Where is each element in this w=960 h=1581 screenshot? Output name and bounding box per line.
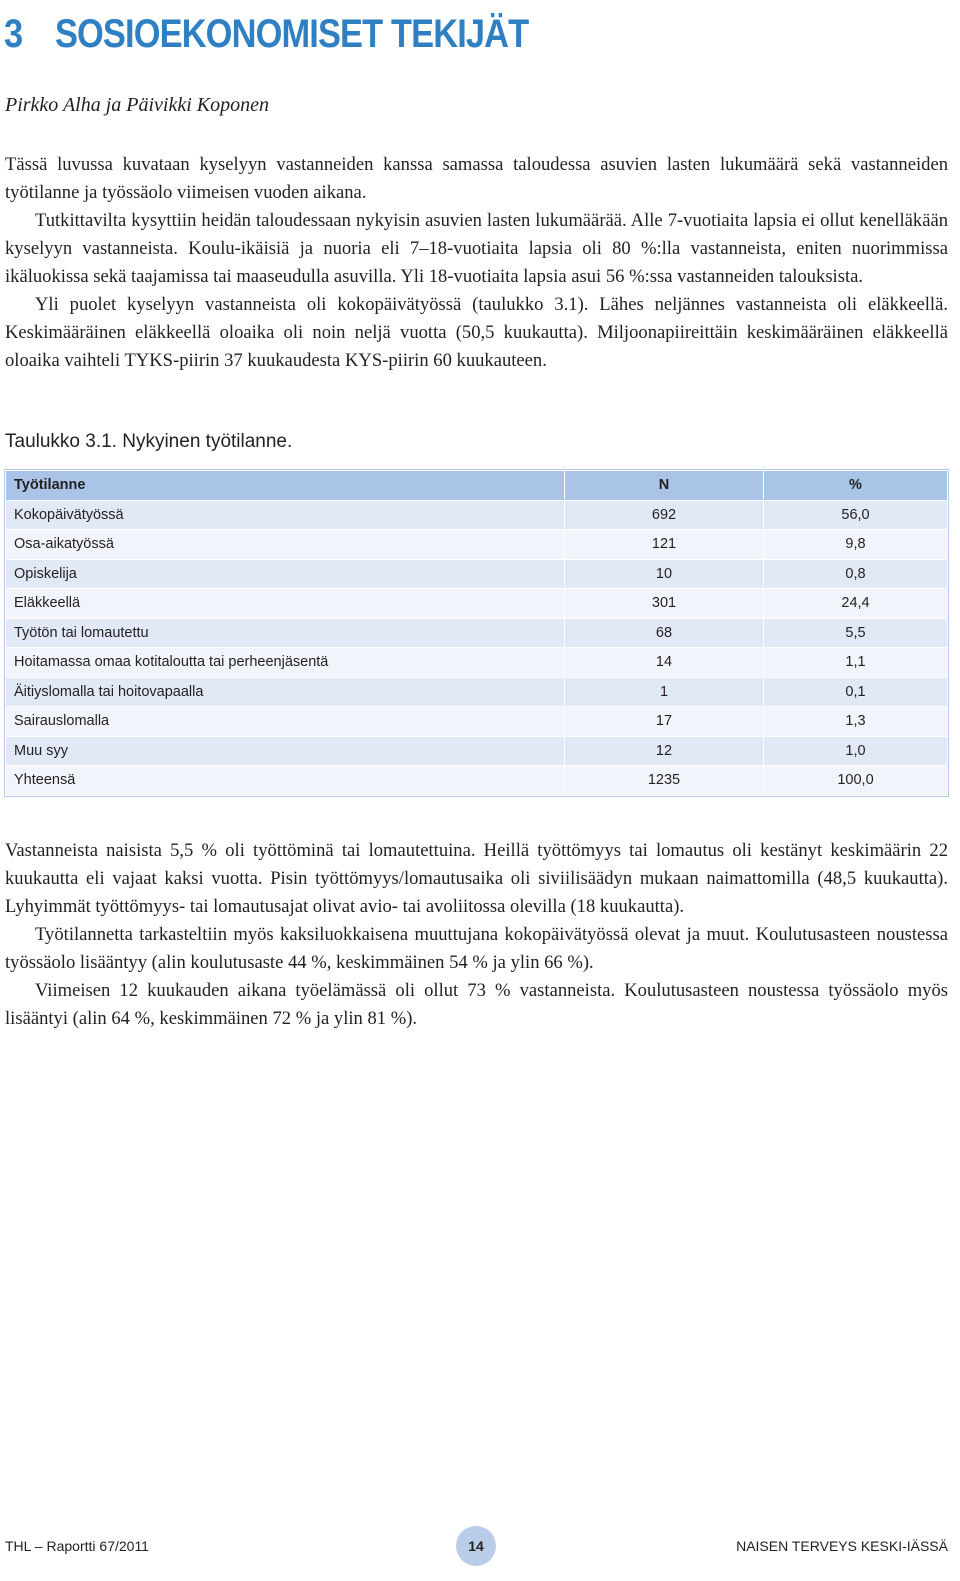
cell-status: Yhteensä (6, 766, 565, 796)
footer-report-id: THL – Raportti 67/2011 (5, 1538, 149, 1554)
paragraph: Yli puolet kyselyyn vastanneista oli kokopäivätyössä (taulukko 3.1). Lähes neljännes vastanneista oli eläkkeellä. Keskimääräinen eläkkeellä oloaika oli noin neljä vuotta (50,5 kuukautta). Miljoonapiireittäin keskimääräinen eläkkeellä oloaika vaihteli TYKS-piirin 37 kuukaudesta KYS-piirin 60 kuukauteen. (5, 294, 948, 371)
paragraph: Tutkittavilta kysyttiin heidän taloudessaan nykyisin asuvien lasten lukumäärää. Alle 7-vuotiaita lapsia ei ollut kenelläkään kyselyyn vastanneista. Koulu-ikäisiä ja nuoria eli 7–18-vuotiaita lapsia oli 80 %:lla vastanneista, eniten nuorimmissa ikäluokissa sekä taajamissa tai maaseudulla asuvilla. Yli 18-vuotiaita lapsia asui 56 %:ssa vastanneiden talouksista. (5, 210, 948, 287)
cell-percent: 9,8 (764, 530, 948, 560)
cell-status: Osa-aikatyössä (6, 530, 565, 560)
table-row (6, 677, 948, 707)
cell-n: 68 (565, 618, 764, 648)
paragraph: Työtilannetta tarkasteltiin myös kaksiluokkaisena muuttujana kokopäivätyössä olevat ja muut. Koulutusasteen noustessa työssäolo lisääntyy (alin koulutusaste 44 %, keskimmäinen 54 % ja ylin 66 %). (5, 924, 948, 973)
cell-status: Hoitamassa omaa kotitaloutta tai perheenjäsentä (6, 648, 565, 678)
cell-n: 121 (565, 530, 764, 560)
cell-n: 1235 (565, 766, 764, 796)
cell-percent: 1,1 (764, 648, 948, 678)
cell-status: Äitiyslomalla tai hoitovapaalla (6, 677, 565, 707)
cell-status: Eläkkeellä (6, 589, 565, 619)
table-row (6, 589, 948, 619)
cell-status: Opiskelija (6, 559, 565, 589)
cell-n: 12 (565, 736, 764, 766)
paragraph: Vastanneista naisista 5,5 % oli työttöminä tai lomautettuina. Heillä työttömyys tai lomautus oli kestänyt keskimäärin 22 kuukautta eli vajaat kaksi vuotta. Pisin työttömyys/lomautusaika oli siviilisäädyn mukaan naimattomilla (48,5 kuukautta). Lyhyimmät työttömyys- tai lomautusajat olivat avio- tai avoliitossa olevilla (18 kuukautta). (5, 840, 948, 917)
header-n: N (565, 471, 764, 501)
chapter-heading (4, 6, 528, 62)
cell-n: 692 (565, 500, 764, 530)
cell-n: 10 (565, 559, 764, 589)
paragraph: Viimeisen 12 kuukauden aikana työelämässä oli ollut 73 % vastanneista. Koulutusasteen noustessa työssäolo myös lisääntyi (alin 64 %, keskimmäinen 72 % ja ylin 81 %). (5, 980, 948, 1029)
cell-n: 1 (565, 677, 764, 707)
cell-status: Kokopäivätyössä (6, 500, 565, 530)
cell-percent: 0,1 (764, 677, 948, 707)
cell-status: Sairauslomalla (6, 707, 565, 737)
table-row (6, 648, 948, 678)
cell-percent: 100,0 (764, 766, 948, 796)
chapter-title: SOSIOEKONOMISET TEKIJÄT (54, 11, 529, 56)
cell-n: 17 (565, 707, 764, 737)
page-number-badge: 14 (456, 1526, 496, 1566)
table-caption: Taulukko 3.1. Nykyinen työtilanne. (5, 431, 293, 452)
results-text (5, 837, 948, 1033)
footer-publication-title: NAISEN TERVEYS KESKI-IÄSSÄ (736, 1538, 948, 1554)
cell-n: 301 (565, 589, 764, 619)
header-status: Työtilanne (6, 471, 565, 501)
intro-text (5, 151, 948, 375)
cell-status: Muu syy (6, 736, 565, 766)
paragraph: Tässä luvussa kuvataan kyselyyn vastanneiden kanssa samassa taloudessa asuvien lasten lukumäärä sekä vastanneiden työtilanne ja työssäolo viimeisen vuoden aikana. (5, 154, 948, 203)
cell-percent: 56,0 (764, 500, 948, 530)
cell-percent: 0,8 (764, 559, 948, 589)
table-header-row (6, 471, 948, 501)
table-row (6, 736, 948, 766)
authors: Pirkko Alha ja Päivikki Koponen (5, 94, 270, 116)
table-row (6, 618, 948, 648)
table-row (6, 559, 948, 589)
page-footer (0, 1524, 960, 1568)
table-row (6, 707, 948, 737)
cell-status: Työtön tai lomautettu (6, 618, 565, 648)
employment-table (5, 470, 948, 796)
table-total-row (6, 766, 948, 796)
cell-percent: 1,0 (764, 736, 948, 766)
cell-percent: 24,4 (764, 589, 948, 619)
table-row (6, 500, 948, 530)
table-row (6, 530, 948, 560)
cell-n: 14 (565, 648, 764, 678)
cell-percent: 1,3 (764, 707, 948, 737)
header-percent: % (764, 471, 948, 501)
chapter-number: 3 (4, 11, 23, 56)
cell-percent: 5,5 (764, 618, 948, 648)
